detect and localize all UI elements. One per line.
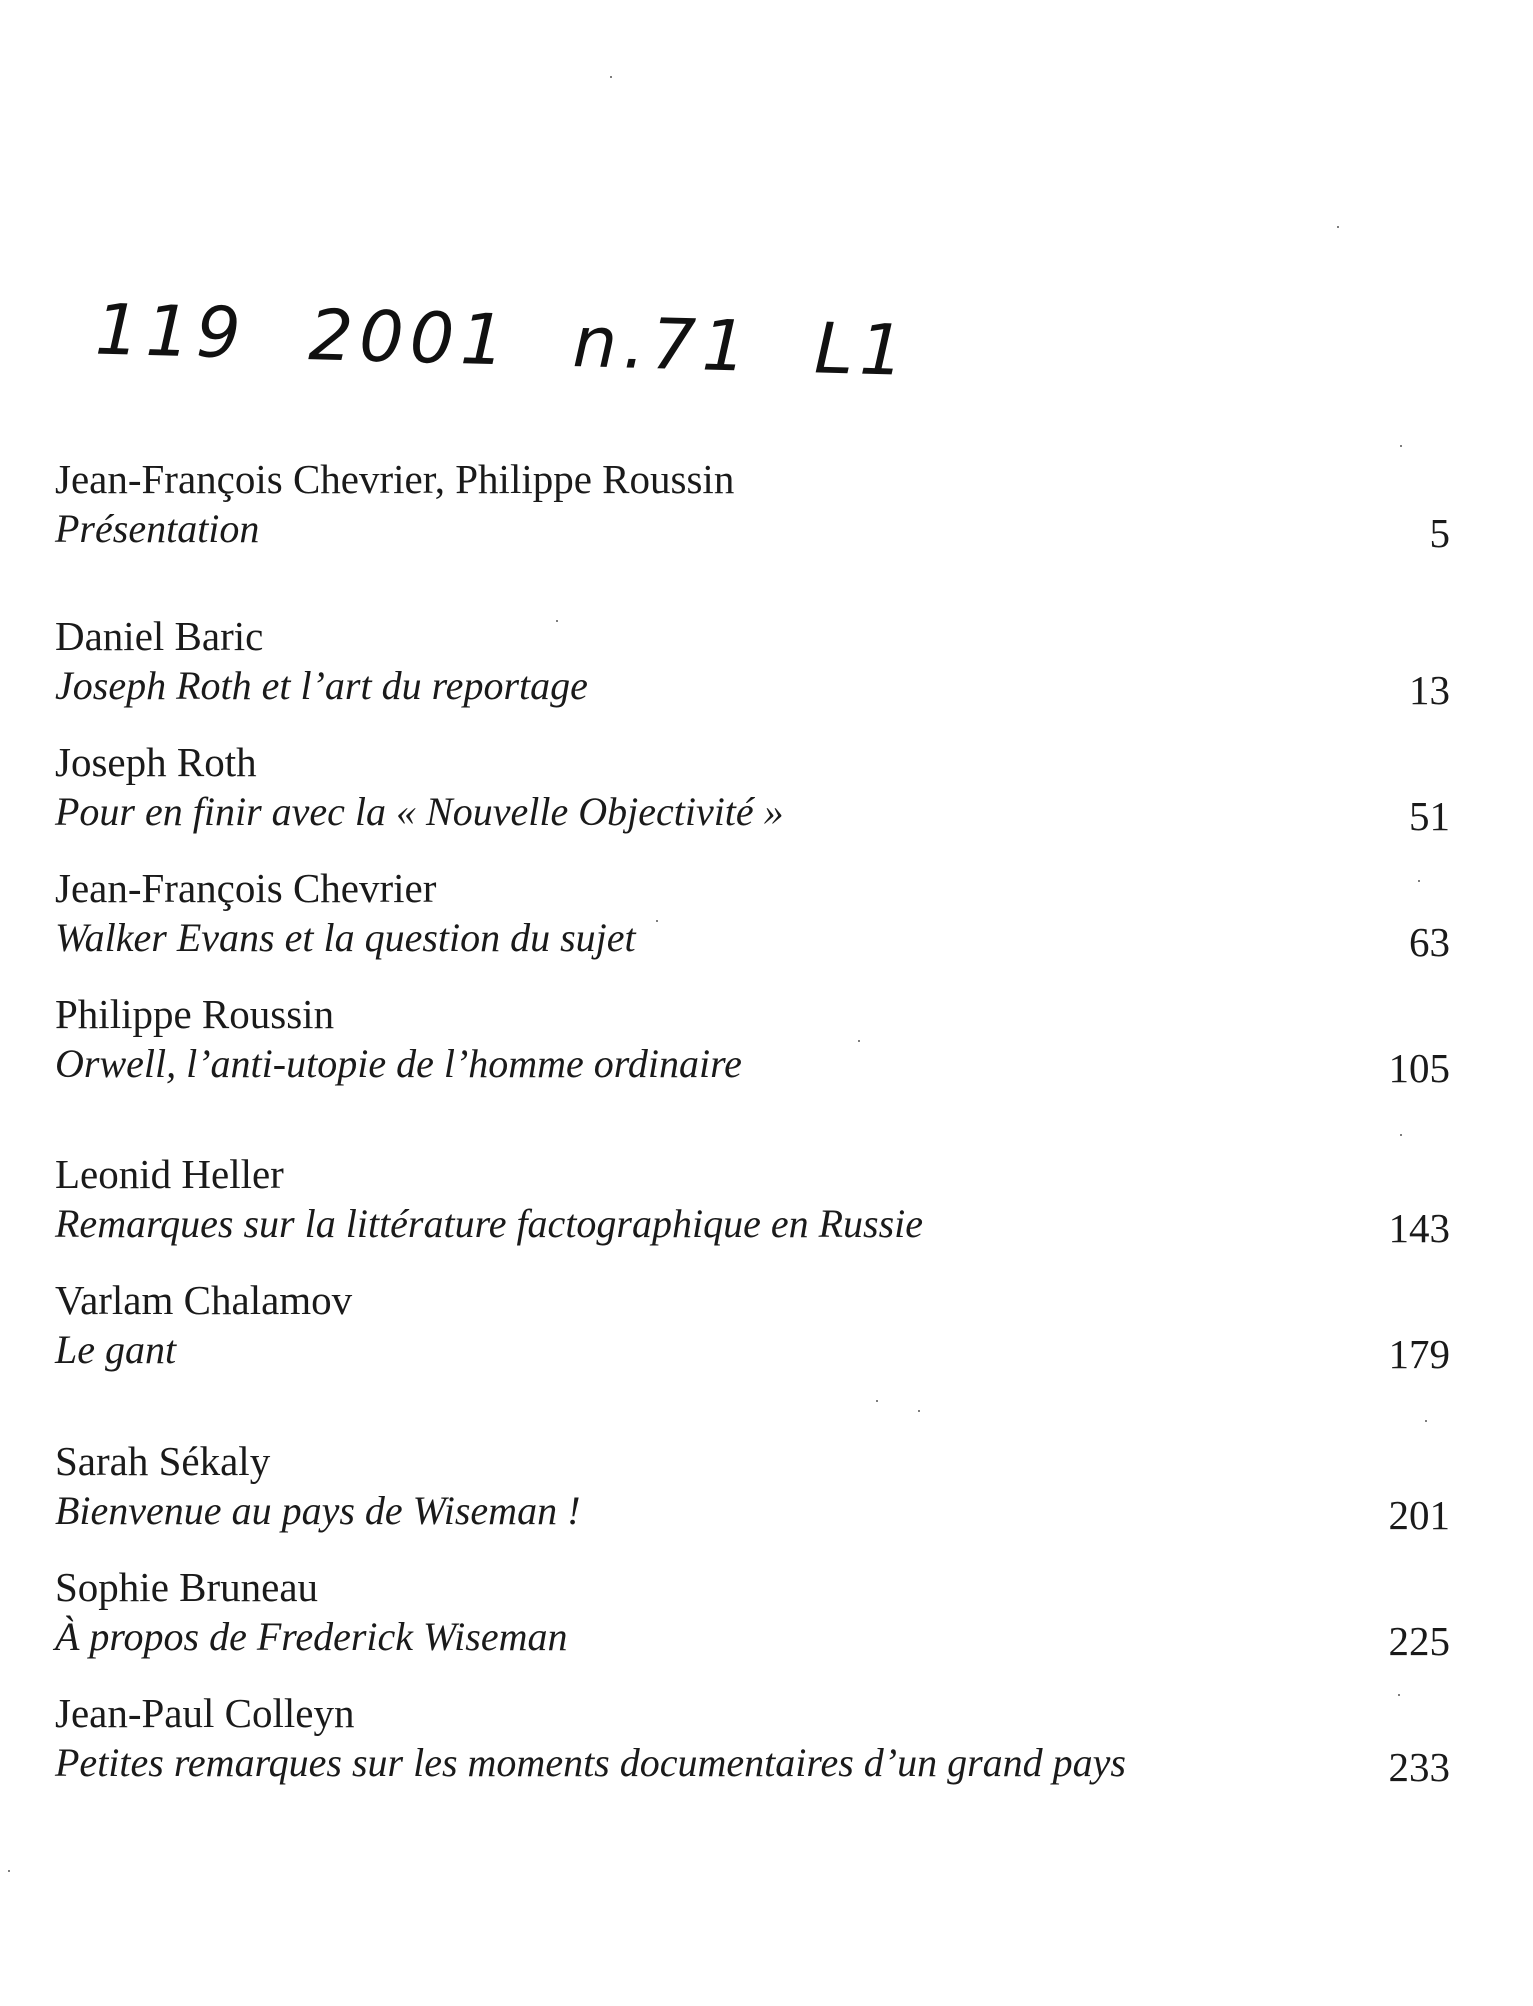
entry-page-number: 105 bbox=[1388, 1045, 1450, 1091]
entry-author: Jean-François Chevrier, Philippe Roussin bbox=[55, 456, 735, 502]
scan-speck bbox=[1400, 1134, 1402, 1136]
scan-speck bbox=[1425, 1420, 1427, 1422]
entry-title-row bbox=[55, 786, 1450, 838]
scan-speck bbox=[1418, 880, 1420, 882]
entry-page-number: 179 bbox=[1388, 1331, 1450, 1377]
entry-author: Jean-Paul Colleyn bbox=[55, 1690, 355, 1736]
entry-title: Bienvenue au pays de Wiseman ! bbox=[55, 1488, 581, 1533]
entry-author: Varlam Chalamov bbox=[55, 1277, 353, 1323]
handwritten-code: L1 bbox=[813, 307, 911, 392]
entry-page-number: 51 bbox=[1409, 793, 1450, 839]
scan-speck bbox=[1398, 1694, 1400, 1696]
scan-speck bbox=[1400, 445, 1402, 447]
toc-entry bbox=[55, 738, 1450, 838]
toc-entry bbox=[55, 455, 1450, 555]
scan-speck bbox=[918, 1410, 920, 1412]
entry-author: Daniel Baric bbox=[55, 613, 264, 659]
entry-title: À propos de Frederick Wiseman bbox=[55, 1614, 568, 1659]
toc-entry bbox=[55, 1689, 1450, 1789]
entry-title: Présentation bbox=[55, 506, 260, 551]
entry-title: Walker Evans et la question du sujet bbox=[55, 915, 636, 960]
entry-title: Remarques sur la littérature factographique en Russie bbox=[55, 1201, 924, 1246]
entry-author: Leonid Heller bbox=[55, 1151, 284, 1197]
toc-entry bbox=[55, 864, 1450, 964]
toc-entry bbox=[55, 990, 1450, 1090]
handwritten-catalog-note bbox=[94, 289, 973, 394]
handwritten-year: 2001 bbox=[307, 294, 512, 382]
entry-page-number: 225 bbox=[1388, 1618, 1450, 1664]
scan-speck bbox=[876, 1400, 878, 1402]
entry-title-row bbox=[55, 1737, 1450, 1789]
toc-entry bbox=[55, 612, 1450, 712]
handwritten-number: 119 bbox=[94, 288, 248, 375]
entry-title: Le gant bbox=[55, 1327, 177, 1372]
toc-entry bbox=[55, 1276, 1450, 1376]
entry-page-number: 143 bbox=[1388, 1205, 1450, 1251]
entry-title-row bbox=[55, 1485, 1450, 1537]
scan-speck bbox=[1337, 226, 1339, 228]
scan-speck bbox=[8, 1870, 10, 1872]
entry-title: Orwell, l’anti-utopie de l’homme ordinaire bbox=[55, 1041, 742, 1086]
handwritten-issue: n.71 bbox=[571, 301, 754, 388]
entry-author: Sarah Sékaly bbox=[55, 1438, 271, 1484]
toc-entry bbox=[55, 1150, 1450, 1250]
scan-speck bbox=[656, 920, 658, 922]
toc-entry bbox=[55, 1563, 1450, 1663]
scan-speck bbox=[556, 620, 558, 622]
entry-title-row bbox=[55, 1611, 1450, 1663]
entry-title-row bbox=[55, 1038, 1450, 1090]
entry-title: Joseph Roth et l’art du reportage bbox=[55, 663, 588, 708]
entry-page-number: 63 bbox=[1409, 919, 1450, 965]
entry-title: Pour en finir avec la « Nouvelle Objectivité » bbox=[55, 789, 784, 834]
entry-title-row bbox=[55, 1198, 1450, 1250]
entry-page-number: 13 bbox=[1409, 667, 1450, 713]
entry-title-row bbox=[55, 503, 1450, 555]
scan-speck bbox=[858, 1040, 860, 1042]
entry-title-row bbox=[55, 660, 1450, 712]
entry-author: Jean-François Chevrier bbox=[55, 865, 437, 911]
toc-entry bbox=[55, 1437, 1450, 1537]
entry-page-number: 201 bbox=[1388, 1492, 1450, 1538]
entry-author: Philippe Roussin bbox=[55, 991, 335, 1037]
entry-page-number: 233 bbox=[1388, 1744, 1450, 1790]
entry-title-row bbox=[55, 1324, 1450, 1376]
entry-author: Joseph Roth bbox=[55, 739, 257, 785]
entry-title: Petites remarques sur les moments documentaires d’un grand pays bbox=[55, 1740, 1126, 1785]
scan-speck bbox=[610, 76, 612, 78]
entry-author: Sophie Bruneau bbox=[55, 1564, 319, 1610]
entry-page-number: 5 bbox=[1429, 510, 1450, 556]
entry-title-row bbox=[55, 912, 1450, 964]
